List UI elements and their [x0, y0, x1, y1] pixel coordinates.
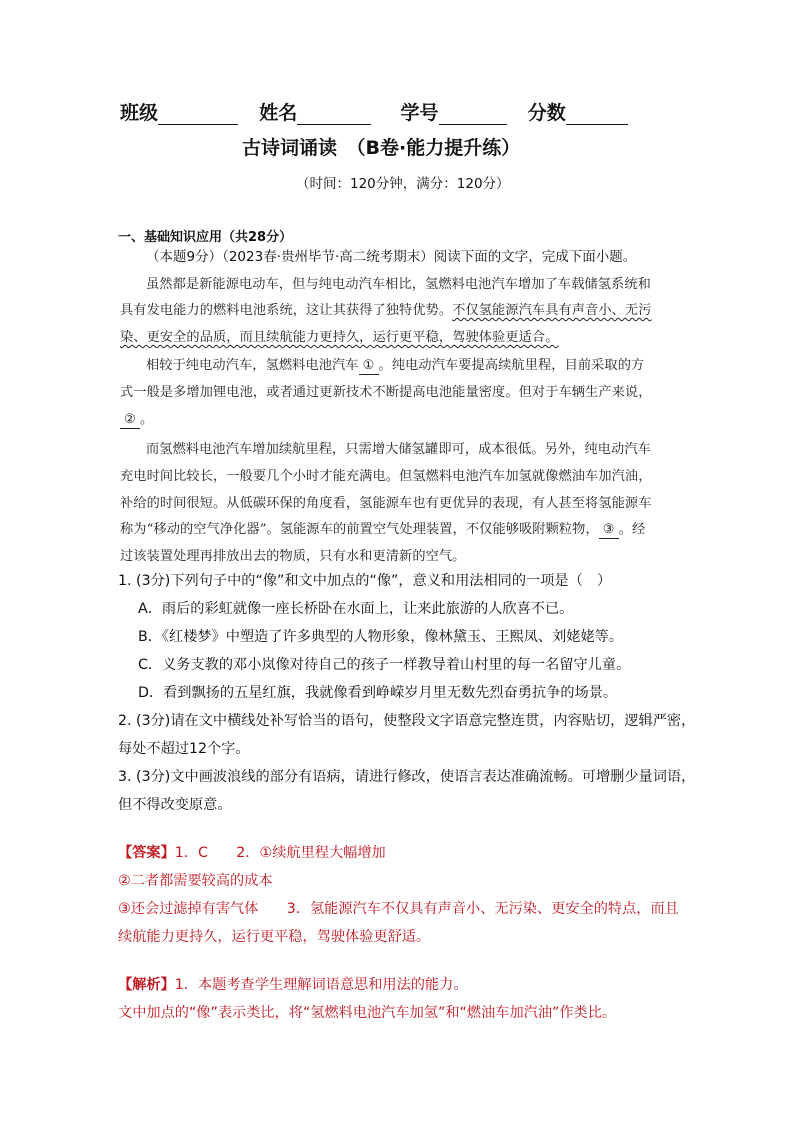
answer-label: 【答案】	[118, 845, 175, 861]
question-1: 1. (3分)下列句子中的“像”和文中加点的“像”，意义和用法相同的一项是（ ）	[118, 573, 612, 589]
passage-text: 充电时间比较长，一般要几个小时才能充满电。但氢燃料电池汽车加氢就像燃油车加汽油，	[120, 469, 652, 484]
passage-line: 式一般是多增加锂电池，或者通过更新技术不断提高电池能量密度。但对于车辆生产来说，	[120, 385, 652, 400]
option-c[interactable]: C．义务支教的邓小岚像对待自己的孩子一样教导着山村里的每一名留守儿童。	[138, 657, 631, 673]
blank-1[interactable]: ①	[359, 358, 379, 375]
wavy-underlined-text: 不仅氢能源汽车具有声音小、无污	[452, 303, 652, 318]
option-d[interactable]: D．看到飘扬的五星红旗，我就像看到峥嵘岁月里无数先烈奋勇抗争的场景。	[138, 685, 618, 701]
passage-line: 补给的时间很短。从低碳环保的角度看，氢能源车也有更优异的表现，有人甚至将氢能源车	[120, 496, 652, 511]
answer-line	[118, 842, 386, 862]
passage-text: 。	[139, 412, 154, 427]
section-intro: （本题9分）（2023春·贵州毕节·高二统考期末）阅读下面的文字，完成下面小题。	[146, 249, 637, 265]
question-3: 3. (3分)文中画波浪线的部分有语病，请进行修改，使语言表达准确流畅。可增删少量词语，	[118, 769, 696, 785]
passage-text: 相较于纯电动汽车，氢燃料电池汽车	[146, 358, 359, 373]
answer-line: 续航能力更持久，运行更平稳，驾驶体验更舒适。	[118, 929, 431, 945]
passage-line	[120, 408, 153, 429]
score-blank[interactable]	[566, 106, 628, 125]
id-blank[interactable]	[439, 106, 507, 125]
section-heading: 一、基础知识应用（共28分）	[118, 230, 293, 245]
answer-text: 1．C 2．①续航里程大幅增加	[174, 845, 386, 861]
analysis-line: 文中加点的“像”表示类比，将“氢燃料电池汽车加氢”和“燃油车加汽油”作类比。	[118, 1005, 617, 1021]
answer-line: ③还会过滤掉有害气体 3．氢能源汽车不仅具有声音小、无污染、更安全的特点，而且	[118, 901, 679, 917]
id-label: 学号	[400, 102, 439, 124]
name-blank[interactable]	[297, 106, 371, 125]
page-subtitle: （时间：120分钟，满分：120分）	[296, 176, 510, 192]
question-2-cont: 每处不超过12个字。	[118, 741, 250, 757]
student-info-header	[120, 98, 628, 125]
passage-text: 。经	[618, 522, 646, 537]
class-blank[interactable]	[158, 106, 238, 125]
wavy-underlined-text: 染、更安全的品质，而且续航能力更持久，运行更平稳，驾驶体验更适合。	[120, 330, 559, 345]
passage-text: 。纯电动汽车要提高续航里程，目前采取的方	[378, 358, 645, 373]
analysis-line	[118, 974, 468, 994]
option-b[interactable]: B．《红楼梦》中塑造了许多典型的人物形象，像林黛玉、王熙凤、刘姥姥等。	[138, 629, 624, 645]
passage-line	[120, 518, 645, 539]
analysis-text: 1．本题考查学生理解词语意思和用法的能力。	[174, 977, 468, 993]
question-2: 2. (3分)请在文中横线处补写恰当的语句，使整段文字语意完整连贯，内容贴切，逻辑严密，	[118, 713, 696, 729]
score-label: 分数	[527, 102, 566, 124]
page-title: 古诗词诵读 （B卷·能力提升练）	[242, 137, 521, 159]
option-a[interactable]: A．雨后的彩虹就像一座长桥卧在水面上，让来此旅游的人欣喜不已。	[138, 601, 574, 617]
blank-3[interactable]: ③	[599, 522, 619, 539]
answer-line: ②二者都需要较高的成本	[118, 873, 273, 889]
class-label: 班级	[120, 102, 159, 124]
passage-line: 而氢燃料电池汽车增加续航里程，只需增大储氢罐即可，成本很低。另外，纯电动汽车	[146, 442, 651, 457]
analysis-label: 【解析】	[118, 977, 175, 993]
question-3-cont: 但不得改变原意。	[118, 797, 232, 813]
passage-text: 具有发电能力的燃料电池系统，这让其获得了独特优势。	[120, 303, 453, 318]
passage-line	[120, 465, 652, 484]
name-label: 姓名	[259, 102, 298, 124]
passage-line: 过该装置处理再排放出去的物质，只有水和更清新的空气。	[120, 549, 466, 564]
passage-text: 称为“移动的空气净化器”。氢能源车的前置空气处理装置，不仅能够吸附颗粒物，	[120, 522, 599, 537]
passage-line	[146, 354, 644, 375]
blank-2[interactable]: ②	[120, 412, 140, 429]
passage-line	[120, 299, 652, 318]
passage-line	[120, 326, 558, 345]
passage-line: 虽然都是新能源电动车，但与纯电动汽车相比，氢燃料电池汽车增加了车载储氢系统和	[146, 277, 651, 292]
